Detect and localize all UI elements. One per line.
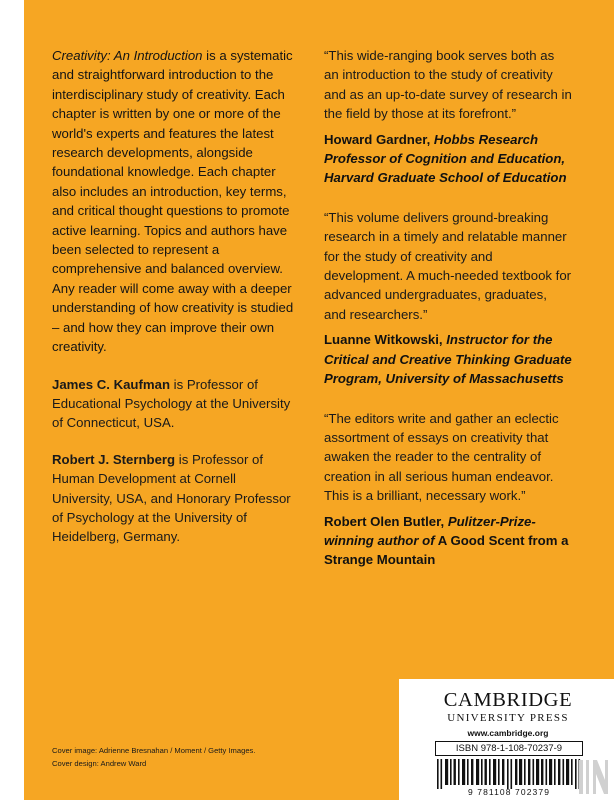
endorsement-attribution-3 — [324, 512, 572, 570]
corner-mark-icon — [577, 756, 611, 798]
publisher-url: www.cambridge.org — [467, 728, 549, 738]
author-bio-sternberg — [52, 450, 300, 547]
endorsement-name-3: Robert Olen Butler, — [324, 513, 445, 529]
right-column — [324, 46, 572, 590]
barcode-digits: 9 781108 702379 — [467, 787, 551, 797]
isbn-label: ISBN 978-1-108-70237-9 — [455, 743, 563, 754]
cover-spine-strip — [0, 0, 24, 800]
cover-credits — [52, 745, 352, 770]
book-description — [52, 46, 300, 357]
author-name-sternberg: Robert J. Sternberg — [52, 451, 176, 467]
endorsement-quote-2: “This volume delivers ground-breaking research in a timely and relatable manner for the study of creativity and development. A much-needed textbook for advanced undergraduates, graduates, and researchers.” — [324, 209, 572, 322]
publisher-subtitle: UNIVERSITY PRESS — [447, 712, 569, 724]
left-column — [52, 46, 300, 564]
author-bio-sternberg-text: is Professor of Human Development at Cornell University, USA, and Honorary Professor of Psychology at the University of Heidelberg, Germany. — [52, 451, 291, 545]
endorsement-role-3-book: A Good Scent from a Strange Mountain — [324, 532, 569, 568]
cover-design-credit: Cover design: Andrew Ward — [52, 758, 147, 768]
endorsement-role-3: Pulitzer-Prize-winning author of — [324, 513, 536, 548]
endorsement-role-1: Hobbs Research Professor of Cognition and Education, Harvard Graduate School of Education — [324, 131, 567, 186]
author-bio-kaufman — [52, 375, 300, 433]
book-title-italic: Creativity: An Introduction — [52, 48, 203, 63]
endorsement-name-2: Luanne Witkowski, — [324, 332, 443, 348]
cover-spine-inner — [24, 0, 30, 800]
endorsement-quote-1: “This wide-ranging book serves both as an introduction to the study of creativity and as an up-to-date survey of research in the field by those at its forefront.” — [324, 48, 572, 122]
endorsement-attribution-1 — [324, 130, 572, 188]
endorsement-quote-3: “The editors write and gather an eclectic assortment of essays on creativity that awaken the reader to the centrality of creation in all serious human endeavor. This is a brilliant, necessary work.” — [324, 410, 559, 504]
publisher-logo — [433, 690, 583, 738]
isbn-box — [435, 741, 583, 756]
cover-text-columns — [52, 46, 572, 626]
endorsement-role-2: Instructor for the Critical and Creative Thinking Graduate Program, University of Massachusetts — [324, 332, 572, 387]
author-name-kaufman: James C. Kaufman — [52, 376, 170, 392]
cover-image-credit: Cover image: Adrienne Bresnahan / Moment / Getty Images. — [52, 746, 256, 755]
book-description-rest: is a systematic and straightforward introduction to the interdisciplinary study of creativity. Each chapter is written by one or more of the world's experts and features the latest research developments, alongside foundational knowledge. Each chapter also includes an introduction, key terms, and critical thought questions to promote active learning. Topics and authors have been selected to represent a comprehensive and balanced overview. Any reader will come away with a deeper understanding of how creativity is studied – and how they can improve their own creativity. — [52, 48, 294, 355]
publisher-name: CAMBRIDGE — [443, 689, 573, 711]
endorsement-name-1: Howard Gardner, — [324, 131, 431, 147]
endorsement-attribution-2 — [324, 330, 572, 388]
barcode-icon — [435, 759, 583, 789]
author-bio-kaufman-text: is Professor of Educational Psychology at the University of Connecticut, USA. — [52, 376, 291, 431]
